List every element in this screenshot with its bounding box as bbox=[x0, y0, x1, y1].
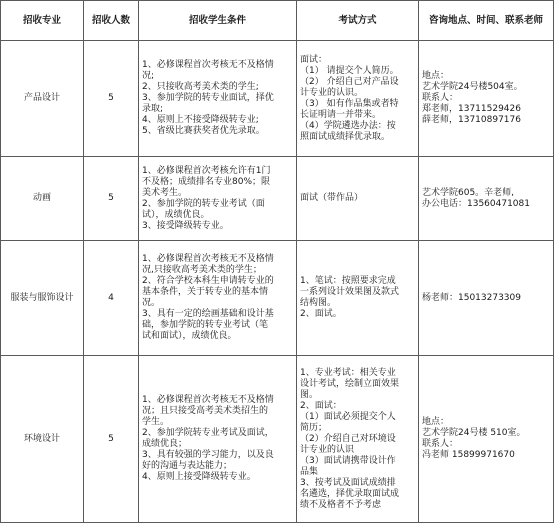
row-major: 动画 bbox=[32, 193, 51, 203]
row-exam bbox=[297, 241, 418, 355]
conditions-text: 1、必修课程首次考核无不及格情 况,只接收高考美术类的学生； 2、符合学校本科生申请转专业的 基本条件，关于转专业的基本情 况。 3、具有一定的绘画基础和设计基 础，参加学院的转专业考试（笔 试和面试），成绩优良。 bbox=[142, 254, 274, 341]
exam-text: 1、专业考试：相关专业 设计考试，绘制立面效果 图。 2、面试： （1）面试必须提交个人 简历； （2）介绍自己对环境设 计专业的认识 （3）面试请携带设计作 品集 3、按考试及面试成绩排 名遴选，择优录取面试成 绩不及格者不予考虑 bbox=[300, 367, 400, 510]
exam-text: 面试： （1） 请提交个人简历。 （2） 介绍自己对产品设 计专业的认识。 （3） 如有作品集或者特 长证明请一并带来。 （4）学院遴选办法：按 照面试成绩择优录取。 bbox=[300, 54, 399, 142]
conditions-text: 1、必修课程首次考核允许有1门 不及格；成绩排名专业80%；限 美术考生。 2、参加学院的转专业考试（面 试），成绩优良。 3、接受降级转专业。 bbox=[142, 165, 271, 231]
row-count: 5 bbox=[108, 193, 114, 203]
header-count: 招收人数 bbox=[91, 15, 130, 26]
contact-text: 杨老师：15013273309 bbox=[422, 292, 521, 303]
row-contact bbox=[419, 157, 553, 240]
header-conditions: 招收学生条件 bbox=[188, 15, 246, 26]
contact-text: 地点： 艺术学院24号楼504室。 联系人： 郑老师，13711529426 薛老师，13710897176 bbox=[422, 71, 523, 125]
row-exam bbox=[297, 41, 418, 156]
row-count: 4 bbox=[108, 292, 114, 303]
contact-text: 艺术学院605。辛老师, 办公电话：13560471081 bbox=[422, 187, 530, 209]
row-contact bbox=[419, 241, 553, 355]
row-contact bbox=[419, 356, 553, 522]
row-conditions bbox=[139, 241, 296, 355]
header-major: 招收专业 bbox=[22, 15, 61, 26]
exam-text: 1、笔试：按照要求完成 一系列设计效果图及款式 结构图。 2、面试。 bbox=[300, 276, 400, 319]
conditions-text: 1、必修课程首次考核无不及格情 况; 2、只接收高考美术类的学生; 3、参加学院的转专业面试，择优 录取; 4、原则上不接受降级转专业; 5、省级比赛获奖者优先录取。 bbox=[142, 60, 274, 136]
contact-text: 地点： 艺术学院24号楼 510室。 联系人： 冯老师 15899971670 bbox=[422, 417, 526, 460]
header-contact: 咨询地点、时间、联系老师 bbox=[428, 15, 543, 26]
header-exam: 考试方式 bbox=[338, 15, 377, 26]
row-major: 服装与服饰设计 bbox=[10, 292, 74, 303]
row-count: 5 bbox=[108, 433, 114, 444]
exam-text: 面试（带作品） bbox=[300, 193, 364, 203]
row-major: 环境设计 bbox=[23, 433, 60, 444]
row-major: 产品设计 bbox=[23, 93, 60, 103]
row-conditions bbox=[139, 157, 296, 240]
row-count: 5 bbox=[108, 93, 114, 103]
row-conditions bbox=[139, 41, 296, 156]
row-exam bbox=[297, 157, 418, 240]
row-exam bbox=[297, 356, 418, 522]
row-contact bbox=[419, 41, 553, 156]
row-conditions bbox=[139, 356, 296, 522]
conditions-text: 1、必修课程首次考核无不及格情 况；且只接受高考美术类招生的 学生。 2、参加学院转专业考试及面试， 成绩优良； 3、具有较强的学习能力，以及良 好的沟通与表达能力； 4、原则上接受降级转专业。 bbox=[142, 395, 274, 482]
